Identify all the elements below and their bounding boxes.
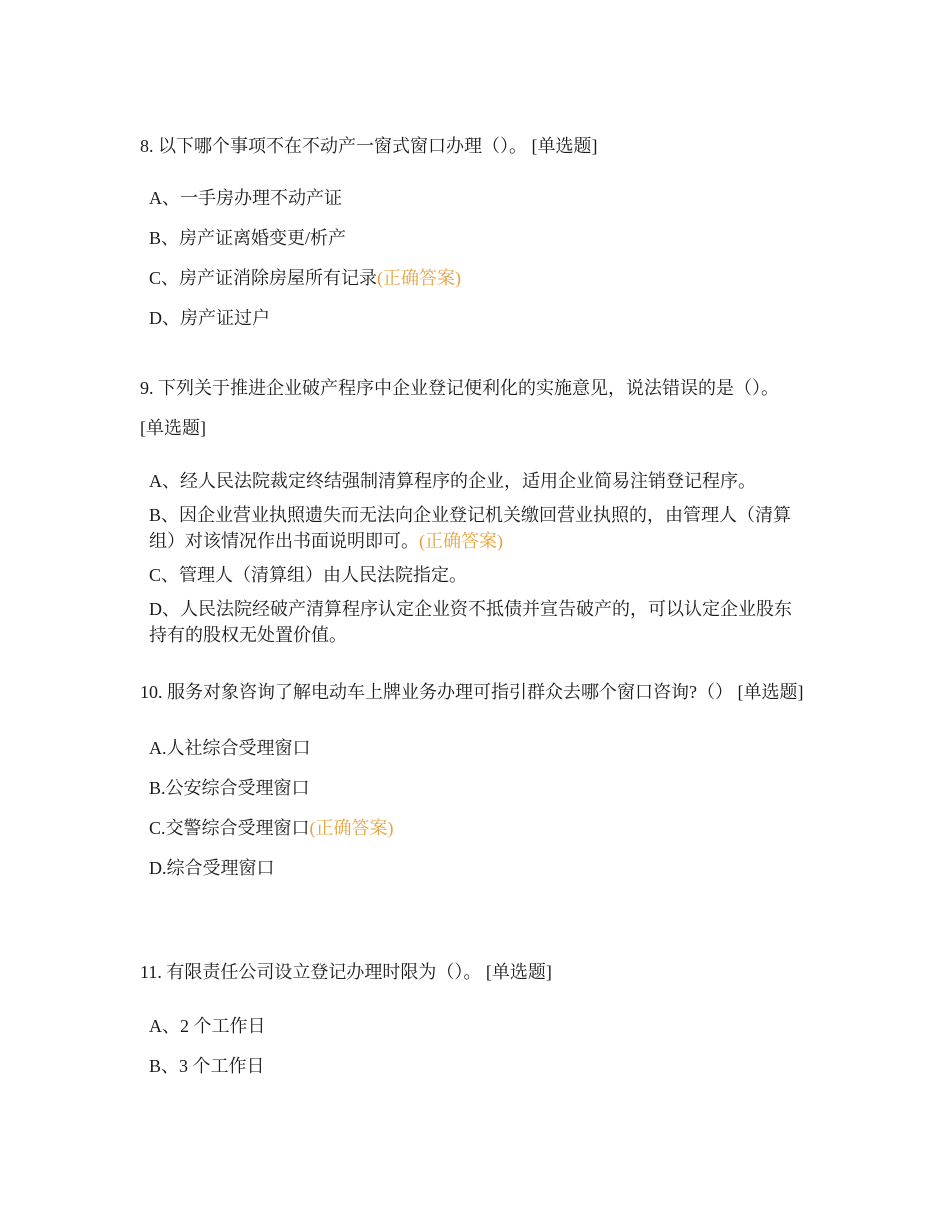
- option-text: B、因企业营业执照遗失而无法向企业登记机关缴回营业执照的，由管理人（清算组）对该情况作出书面说明即可。: [149, 505, 792, 551]
- option-c: [149, 562, 805, 588]
- option-b: [149, 502, 805, 554]
- option-d: [149, 848, 805, 888]
- question-title: 8. 以下哪个事项不在不动产一窗式窗口办理（）。 [单选题]: [140, 136, 598, 156]
- option-a: [149, 728, 805, 768]
- option-text: D.综合受理窗口: [149, 858, 275, 878]
- option-text: B、房产证离婚变更/析产: [149, 228, 347, 248]
- option-c: [149, 808, 805, 848]
- option-text: C、房产证消除房屋所有记录: [149, 268, 378, 288]
- option-list: [140, 728, 805, 888]
- question-10: [140, 672, 805, 888]
- option-list: [140, 178, 805, 338]
- correct-answer-marker: (正确答案): [309, 818, 394, 838]
- option-list: [140, 1006, 805, 1086]
- question-title: 10. 服务对象咨询了解电动车上牌业务办理可指引群众去哪个窗口咨询?（） [单选题]: [140, 682, 804, 702]
- option-text: A、一手房办理不动产证: [149, 188, 342, 208]
- option-d: [149, 596, 805, 648]
- option-text: A、经人民法院裁定终结强制清算程序的企业，适用企业简易注销登记程序。: [149, 471, 756, 491]
- option-a: [149, 468, 805, 494]
- option-text: A、2 个工作日: [149, 1016, 266, 1036]
- option-text: B.公安综合受理窗口: [149, 778, 310, 798]
- option-text: A.人社综合受理窗口: [149, 738, 311, 758]
- option-a: [149, 178, 805, 218]
- option-c: [149, 258, 805, 298]
- question-title: 9. 下列关于推进企业破产程序中企业登记便利化的实施意见，说法错误的是（）。 [单选题]: [140, 378, 779, 438]
- option-text: D、房产证过户: [149, 308, 270, 328]
- option-text: D、人民法院经破产清算程序认定企业资不抵债并宣告破产的，可以认定企业股东持有的股权无处置价值。: [149, 599, 792, 645]
- correct-answer-marker: (正确答案): [419, 531, 503, 551]
- question-9: [140, 368, 805, 656]
- option-b: [149, 1046, 805, 1086]
- option-text: B、3 个工作日: [149, 1056, 265, 1076]
- correct-answer-marker: (正确答案): [377, 268, 462, 288]
- option-a: [149, 1006, 805, 1046]
- question-11: [140, 952, 805, 1086]
- option-text: C、管理人（清算组）由人民法院指定。: [149, 565, 468, 585]
- option-b: [149, 768, 805, 808]
- question-8: [140, 126, 805, 338]
- option-d: [149, 298, 805, 338]
- question-title: 11. 有限责任公司设立登记办理时限为（）。 [单选题]: [140, 962, 552, 982]
- option-b: [149, 218, 805, 258]
- option-text: C.交警综合受理窗口: [149, 818, 310, 838]
- option-list: [140, 468, 805, 648]
